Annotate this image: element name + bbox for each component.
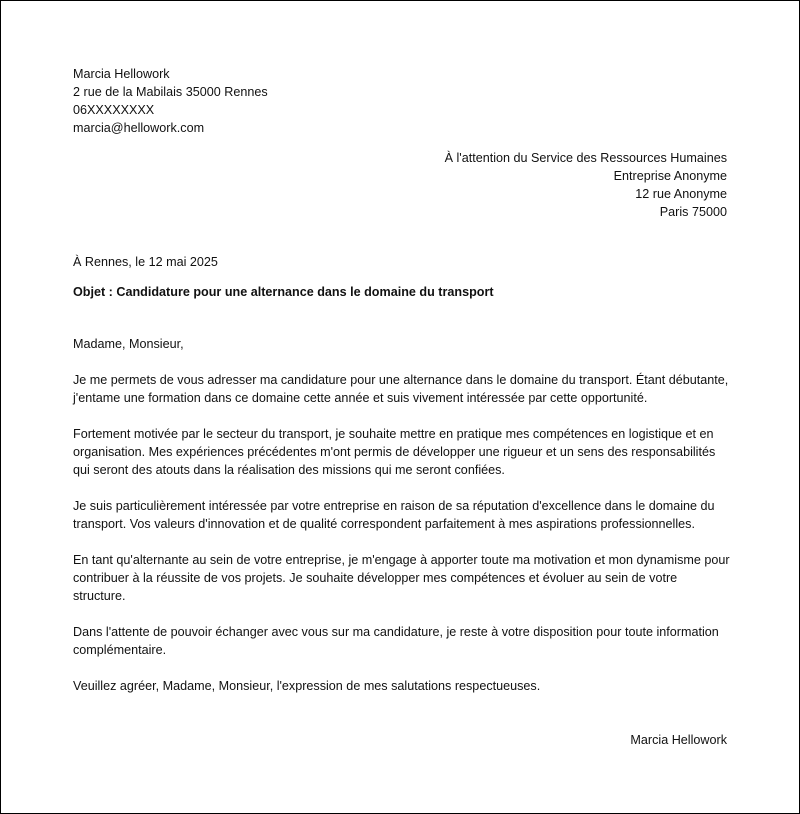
salutation: Madame, Monsieur, (73, 337, 184, 351)
sender-block (73, 65, 268, 137)
paragraph-closing: Veuillez agréer, Madame, Monsieur, l'expression de mes salutations respectueuses. (73, 679, 541, 693)
sender-email: marcia@hellowork.com (73, 121, 205, 135)
sender-address: 2 rue de la Mabilais 35000 Rennes (73, 85, 268, 99)
recipient-city: Paris 75000 (659, 205, 727, 219)
paragraph-motivation: Fortement motivée par le secteur du transport, je souhaite mettre en pratique mes compétences en logistique et en organisation. Mes expériences précédentes m'ont permis de développer une rigueur et un sens des responsabilités qui seront des atouts dans la réalisation des missions qui me seront confiées. (73, 427, 716, 477)
recipient-attention: À l'attention du Service des Ressources Humaines (444, 151, 727, 165)
sender-phone: 06XXXXXXXX (73, 103, 155, 117)
recipient-block (445, 149, 727, 221)
recipient-company: Entreprise Anonyme (613, 169, 727, 183)
letter-subject: Objet : Candidature pour une alternance dans le domaine du transport (73, 285, 494, 299)
letter-body (73, 335, 733, 713)
letter-date: À Rennes, le 12 mai 2025 (73, 255, 218, 269)
sender-name: Marcia Hellowork (73, 67, 170, 81)
paragraph-company: Je suis particulièrement intéressée par votre entreprise en raison de sa réputation d'excellence dans le domaine du transport. Vos valeurs d'innovation et de qualité correspondent parfaitement à mes aspirations professionnelles. (73, 499, 715, 531)
paragraph-commitment: En tant qu'alternante au sein de votre entreprise, je m'engage à apporter toute ma motivation et mon dynamisme pour contribuer à la réussite de vos projets. Je souhaite développer mes compétences et évoluer au sein de votre structure. (73, 553, 730, 603)
signature: Marcia Hellowork (630, 733, 727, 747)
recipient-street: 12 rue Anonyme (635, 187, 727, 201)
paragraph-intro: Je me permets de vous adresser ma candidature pour une alternance dans le domaine du transport. Étant débutante, j'entame une formation dans ce domaine cette année et suis vivement intéressée par cette opportunité. (73, 373, 729, 405)
paragraph-availability: Dans l'attente de pouvoir échanger avec vous sur ma candidature, je reste à votre disposition pour toute information complémentaire. (73, 625, 719, 657)
